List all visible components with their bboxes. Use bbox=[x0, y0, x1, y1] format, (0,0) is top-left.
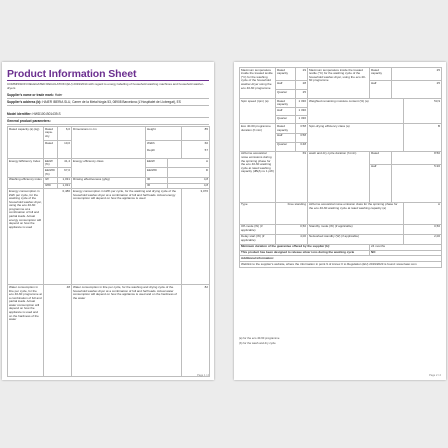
ir-value-2: 4,8 bbox=[168, 183, 210, 189]
energy-consumption-wd-label: Energy consumption in kWh per cycle, for the washing and drying cycle of the household washer-dryer at a combination of full and half loads. Actual energy consumption will depend on how the appliance is used bbox=[72, 189, 182, 285]
depth-label: Depth bbox=[147, 147, 156, 152]
footnote-b: (b) for the wash and dry cycle bbox=[239, 341, 276, 345]
max-temp-label: Maximum temperature inside the treated textile (°C) for the washing cycle of the household washer-dryer using the eco 40-60 programme bbox=[240, 68, 276, 99]
rated-capacity-label: Rated capacity (a) (kg) bbox=[8, 127, 44, 159]
water-consumption-value: 48 bbox=[44, 285, 72, 377]
general-params-table bbox=[7, 126, 210, 377]
off-mode-value: 0,50 bbox=[276, 224, 308, 234]
table-row bbox=[240, 68, 442, 81]
max-temp-half: Half bbox=[276, 81, 296, 90]
eeiw-value: 41,4 bbox=[58, 159, 72, 168]
general-params-label: General product parameters: bbox=[7, 119, 51, 123]
height-label: Height bbox=[146, 127, 182, 141]
additional-info-label: Additional information: bbox=[240, 256, 442, 262]
off-mode-label: Off-mode (W) (if applicable) bbox=[240, 224, 276, 234]
table-row bbox=[8, 189, 210, 285]
standby-label: Standby mode (W) (if applicable) bbox=[308, 224, 404, 234]
supplier-address-row bbox=[7, 100, 209, 106]
duration-half: Half bbox=[276, 133, 296, 142]
wash-dry-half: Half bbox=[370, 164, 392, 202]
spin-speed-rc: Rated capacity bbox=[276, 99, 296, 108]
height-value: 85 bbox=[182, 127, 210, 141]
noise-value: 69 bbox=[276, 151, 308, 202]
wash-dry-duration-label: wash and dry cycle duration (h:min) bbox=[308, 151, 370, 202]
wash-dry-rated-value: 8:50 bbox=[392, 151, 442, 164]
standby-value: 0,50 bbox=[404, 224, 442, 234]
duration-rc: Rated capacity bbox=[276, 124, 296, 133]
eeiwd-unit: EEIWD (%) bbox=[44, 168, 58, 177]
networked-standby-label: Networked standby (W) (if applicable) bbox=[308, 234, 404, 244]
ir-unit: IR bbox=[146, 177, 168, 183]
supplier-address-value: HAIER IBERIA SLU, Carrer de la Metal·lúrgia 53, 08908 Barcelona (L'Hospitalet de Llobregat), ES bbox=[42, 100, 181, 104]
table-row bbox=[240, 224, 442, 234]
rated-capacity-sub: Rated capa-city bbox=[44, 127, 58, 141]
supplier-name-row bbox=[7, 93, 209, 99]
eei-label: Energy Efficiency Index bbox=[8, 159, 44, 178]
wash-dry-rated: Rated bbox=[370, 151, 392, 164]
duration-half-value: 3:58 bbox=[296, 133, 308, 142]
noise-label: Airborne acoustical noise emissions during the spinning phase for the eco 40-60 washing cycle at rated washing capacity (dB(A) re 1 pW) bbox=[240, 151, 276, 202]
noise-class-value: A bbox=[404, 202, 442, 224]
eeiw-unit: EEIW (%) bbox=[44, 159, 58, 168]
silver-ions-label: This product has been designed to release silver ions during the washing cycle bbox=[240, 250, 370, 256]
width-depth-values bbox=[182, 141, 210, 159]
table-row bbox=[240, 124, 442, 133]
moisture-value: 53,9 bbox=[404, 99, 442, 124]
table-row bbox=[240, 99, 442, 108]
max-temp-quarter-value: 25 bbox=[296, 90, 308, 99]
type-value: Free standing bbox=[276, 202, 308, 224]
table-row bbox=[8, 127, 210, 141]
page-number: Page 2 / 2 bbox=[429, 374, 441, 377]
iwd-unit: IWD bbox=[44, 183, 58, 189]
max-temp-wd-half: Half bbox=[370, 81, 392, 99]
wash-dry-half-value: 5:20 bbox=[392, 164, 442, 202]
eeiw-class-unit: EEIW bbox=[146, 159, 168, 168]
duration-quarter-value: 3:48 bbox=[296, 142, 308, 151]
page-number: Page 1 / 2 bbox=[197, 374, 209, 377]
energy-class-label: Energy efficiency class bbox=[72, 159, 146, 178]
max-temp-wd-rc-value: 25 bbox=[392, 68, 442, 81]
dimensions-label: Dimensions in cm bbox=[72, 127, 146, 159]
type-label: Type bbox=[240, 202, 276, 224]
footnote-a: (a) for the eco 40-60 programme bbox=[239, 336, 280, 340]
weblink-text: Weblink to the supplier's website, where the information in point 9 of Annex II to Regulation (EU) 2019/2023 is found: www.haier.com bbox=[240, 262, 442, 268]
max-temp-half-value: 28 bbox=[296, 81, 308, 90]
eeiwd-value: 67,0 bbox=[58, 168, 72, 177]
table-row bbox=[240, 234, 442, 244]
general-params-heading bbox=[7, 119, 209, 125]
spin-speed-label: Spin speed (rpm) (a) bbox=[240, 99, 276, 124]
rated-capacity-value-2: 10,0 bbox=[58, 141, 72, 159]
ir-value: 4,8 bbox=[168, 177, 210, 183]
model-value: HWD100-B01439-S bbox=[32, 112, 61, 116]
duration-quarter: Quarter bbox=[276, 142, 296, 151]
depth-value: 57 bbox=[204, 147, 209, 152]
table-row bbox=[8, 159, 210, 168]
spin-drying-class-label: Spin-drying efficiency class (a) bbox=[308, 124, 404, 151]
max-temp-rc-value: 29 bbox=[296, 68, 308, 81]
spin-speed-quarter: Quarter bbox=[276, 116, 296, 124]
energy-consumption-wd-value: 3,076 bbox=[182, 189, 210, 285]
max-temp-wd-rc: Rated capacity bbox=[370, 68, 392, 81]
spin-drying-class-value: B bbox=[404, 124, 442, 151]
noise-class-label: Airborne acoustical noise emission class for the spinning phase for the eco 40-60 washing cycle at rated washing capacity (a) bbox=[308, 202, 404, 224]
max-temp-quarter: Quarter bbox=[276, 90, 296, 99]
spin-speed-quarter-value: 1 330 bbox=[296, 116, 308, 124]
table-row bbox=[240, 262, 442, 268]
iw-value: 1,031 bbox=[58, 177, 72, 183]
spin-speed-half-value: 1 330 bbox=[296, 108, 308, 116]
max-temp-wd-half-value: 25 bbox=[392, 81, 442, 99]
title-divider bbox=[7, 80, 209, 81]
duration-rc-value: 3:58 bbox=[296, 124, 308, 133]
specs-table bbox=[239, 67, 442, 268]
water-consumption-wd-label: Water consumption in litre per cycle, for the washing and drying cycle of the household washer-dryer at a combination of full and half loads. Actual water consumption will depend on how the appliance is used and on the hardness of the water bbox=[72, 285, 182, 377]
iw-unit: IW bbox=[44, 177, 58, 183]
supplier-name-label: Supplier's name or trade mark: bbox=[7, 93, 54, 97]
networked-standby-value: 2,00 bbox=[404, 234, 442, 244]
page-one bbox=[2, 62, 214, 380]
energy-consumption-value: 0,486 bbox=[44, 189, 72, 285]
document-title: Product Information Sheet bbox=[7, 68, 137, 80]
model-label: Model identifier: bbox=[7, 112, 32, 116]
washing-index-label: Washing efficiency index bbox=[8, 177, 44, 189]
energy-consumption-label: Energy consumption in kWh per cycle, for the washing cycle of the household washer-dryer, using the eco 40-60 programme at a combination of full and partial loads. Actual energy consumption will depend on how the appliance is used bbox=[8, 189, 44, 285]
max-temp-rc: Rated capacity bbox=[276, 68, 296, 81]
guarantee-value: 24 months bbox=[370, 244, 442, 250]
spin-speed-half: Half bbox=[276, 108, 296, 116]
width-label: Width bbox=[147, 140, 155, 145]
spin-speed-rc-value: 1 330 bbox=[296, 99, 308, 108]
eeiwd-class-value: D bbox=[168, 168, 210, 177]
eeiwd-class-unit: EEIWD bbox=[146, 168, 168, 177]
model-row bbox=[7, 112, 209, 118]
page-two bbox=[234, 62, 446, 380]
width-depth-labels bbox=[146, 141, 182, 159]
water-consumption-label: Water consumption in litre per cycle, for the eco 40-60 programme at a combination of full and partial loads. Actual water consumption will depend on how the appliance is used and on the hardness of the water bbox=[8, 285, 44, 377]
table-row bbox=[240, 151, 442, 164]
guarantee-label: Minimum duration of the guarantee offered by the supplier (b): bbox=[240, 244, 370, 250]
programme-duration-label: Eco 40-60 programme duration (h:min) bbox=[240, 124, 276, 151]
width-value: 60 bbox=[204, 140, 209, 145]
supplier-name-value: Haier bbox=[54, 93, 63, 97]
delay-start-value: 4,00 bbox=[276, 234, 308, 244]
table-row bbox=[8, 285, 210, 377]
silver-ions-value: NO bbox=[370, 250, 442, 256]
moisture-label: Weighted remaining moisture content (%) (a) bbox=[308, 99, 404, 124]
ir-unit-2: IR bbox=[146, 183, 168, 189]
rated-capacity-value: 6,0 bbox=[58, 127, 72, 141]
delay-start-label: Delay start (W) (if applicable) bbox=[240, 234, 276, 244]
max-temp-wd-label: Maximum temperature inside the treated textile (°C) for the washing cycle of the household washer-dryer, using the eco 40-60 programme bbox=[308, 68, 370, 99]
iwd-value: 1,031 bbox=[58, 183, 72, 189]
table-row bbox=[240, 202, 442, 224]
supplier-address-label: Supplier's address (b): bbox=[7, 100, 42, 104]
rinsing-label: Rinsing effectiveness (g/kg) bbox=[72, 177, 146, 189]
water-consumption-wd-value: 82 bbox=[182, 285, 210, 377]
rated-capacity-sub-2: Rated bbox=[44, 141, 58, 159]
eeiw-class-value: A bbox=[168, 159, 210, 168]
regulation-intro: COMMISSION DELEGATED REGULATION (EU) 2019/2014 with regard to energy labelling of household washing machines and household washer-dryers bbox=[7, 82, 204, 90]
